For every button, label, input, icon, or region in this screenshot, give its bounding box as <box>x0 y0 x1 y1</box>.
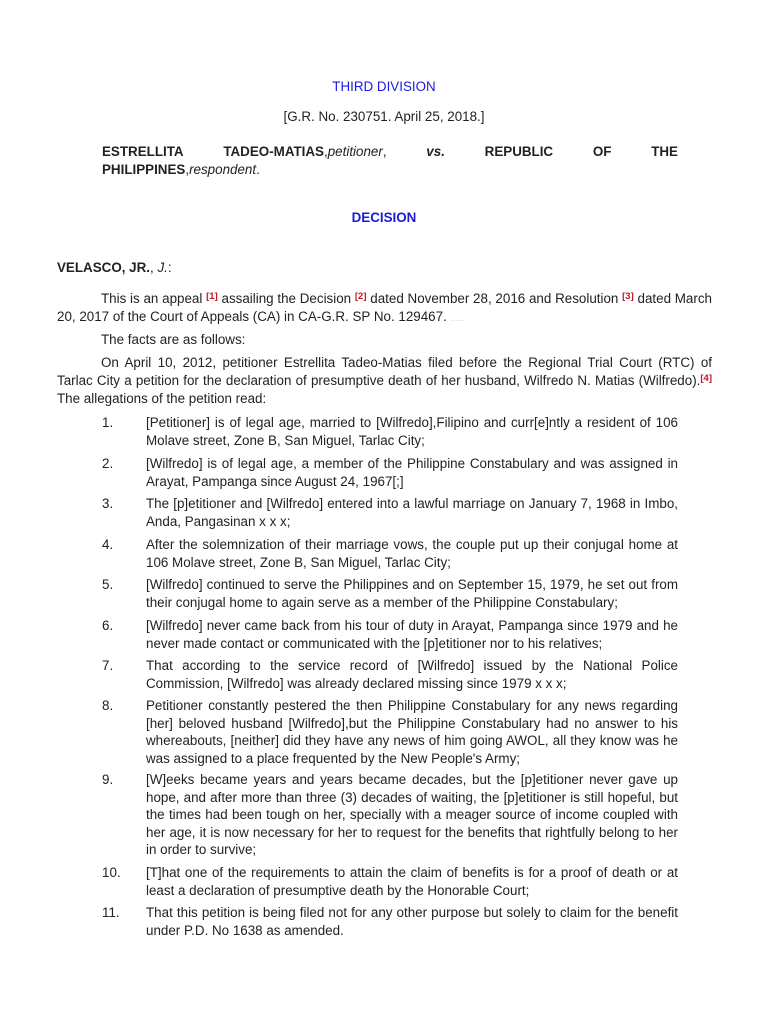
item-text: After the solemnization of their marriage vows, the couple put up their conjugal home at 106 Molave street, Zone B, San Miguel, Tarlac City; <box>146 537 678 570</box>
respondent-word-3: THE <box>651 144 678 159</box>
petitioner-name-last: TADEO-MATIAS <box>223 144 324 159</box>
item-number: 2. <box>102 456 114 471</box>
item-number: 5. <box>102 577 114 592</box>
respondent-word-1: REPUBLIC <box>484 144 554 159</box>
paragraph-facts-intro <box>57 331 712 349</box>
paragraph-facts <box>57 354 712 408</box>
item-number: 6. <box>102 618 114 633</box>
p1-text-a: This is an appeal <box>101 291 207 306</box>
respondent-word-2: OF <box>592 144 612 159</box>
item-text: Petitioner constantly pestered the then Philippine Constabulary for any news regarding [her] beloved husband [Wilfredo],but the Philippine Constabulary had no answer to his whereabouts, [neither] did they have any news of him going AWOL, all they know was he was assigned to a place frequented by the New People's Army; <box>146 698 678 766</box>
footnote-link-4[interactable]: [4] <box>700 373 712 384</box>
p3-text-a: On April 10, 2012, petitioner Estrellita Tadeo-Matias filed before the Regional Trial Court (RTC) of Tarlac City a petition for the declaration of presumptive death of her husband, Wilfredo N. Matias (Wilfredo). <box>57 355 712 388</box>
respondent-word-4: PHILIPPINES <box>102 161 186 177</box>
ponente-suffix: J. <box>157 260 168 275</box>
item-text: That this petition is being filed not for any other purpose but solely to claim for the benefit under P.D. No 1638 as amended. <box>146 905 678 938</box>
item-text: [Petitioner] is of legal age, married to [Wilfredo],Filipino and curr[e]ntly a resident of 106 Molave street, Zone B, San Miguel, Tarlac City; <box>146 415 678 448</box>
gr-number: [G.R. No. 230751. April 25, 2018.] <box>283 109 485 124</box>
division-heading: THIRD DIVISION <box>332 79 436 94</box>
decision-heading: DECISION <box>351 210 417 225</box>
p3-text-b: The allegations of the petition read: <box>57 391 267 406</box>
p1-text-d: dated March 20, 2017 of the Court of Appeals (CA) in CA-G.R. SP No. 129467. <box>57 291 712 324</box>
footnote-link-1[interactable]: [1] <box>206 291 218 302</box>
item-number: 11. <box>102 905 120 920</box>
item-text: [Wilfredo] continued to serve the Philippines and on September 15, 1979, he set out from their conjugal home to again serve as a member of the Philippine Constabulary; <box>146 577 678 610</box>
p2-text: The facts are as follows: <box>101 332 246 347</box>
item-number: 4. <box>102 537 114 552</box>
item-number: 1. <box>102 415 114 430</box>
item-number: 3. <box>102 496 114 511</box>
p1-text-b: assailing the Decision <box>217 291 355 306</box>
petitioner-name-first: ESTRELLITA <box>102 144 184 159</box>
item-number: 9. <box>102 772 114 787</box>
item-text: [W]eeks became years and years became decades, but the [p]etitioner never gave up hope, and after more than three (3) decades of waiting, the [p]etitioner is still hopeful, but the times had been tough on her, specially with a meager source of income coupled with her age, it is now necessary for her to request for the benefits that rightfully belong to her in order to survive; <box>146 772 678 857</box>
item-number: 8. <box>102 698 114 713</box>
item-number: 7. <box>102 658 114 673</box>
item-text: [Wilfredo] is of legal age, a member of the Philippine Constabulary and was assigned in Arayat, Pampanga since August 24, 1967[;] <box>146 456 678 489</box>
paragraph-intro <box>57 290 712 329</box>
ellipsis-mark: …… <box>450 316 465 323</box>
respondent-role: respondent <box>189 161 257 177</box>
item-text: [T]hat one of the requirements to attain the claim of benefits is for a proof of death or at least a declaration of presumptive death by the Honorable Court; <box>146 865 678 898</box>
item-text: The [p]etitioner and [Wilfredo] entered into a lawful marriage on January 7, 1968 in Imbo, Anda, Pangasinan x x x; <box>146 496 678 529</box>
item-text: [Wilfredo] never came back from his tour of duty in Arayat, Pampanga since 1979 and he never made contact or communicated with the [p]etitioner nor to his relatives; <box>146 618 678 651</box>
case-parties: ESTRELLITA TADEO-MATIAS,petitioner, vs. REPUBLIC OF THE PHILIPPINES,respondent. <box>102 144 678 177</box>
p1-text-c: dated November 28, 2016 and Resolution <box>366 291 623 306</box>
item-text: That according to the service record of [Wilfredo] issued by the National Police Commission, [Wilfredo] was already declared missing since 1979 x x x; <box>146 658 678 691</box>
versus-label: vs. <box>426 144 445 159</box>
footnote-link-2[interactable]: [2] <box>354 291 367 302</box>
item-number: 10. <box>102 865 121 880</box>
ponente: VELASCO, JR., J.: <box>57 260 172 275</box>
footnote-link-3[interactable]: [3] <box>622 291 634 302</box>
petitioner-role: petitioner <box>327 144 383 159</box>
ponente-name: VELASCO, JR. <box>57 260 151 275</box>
